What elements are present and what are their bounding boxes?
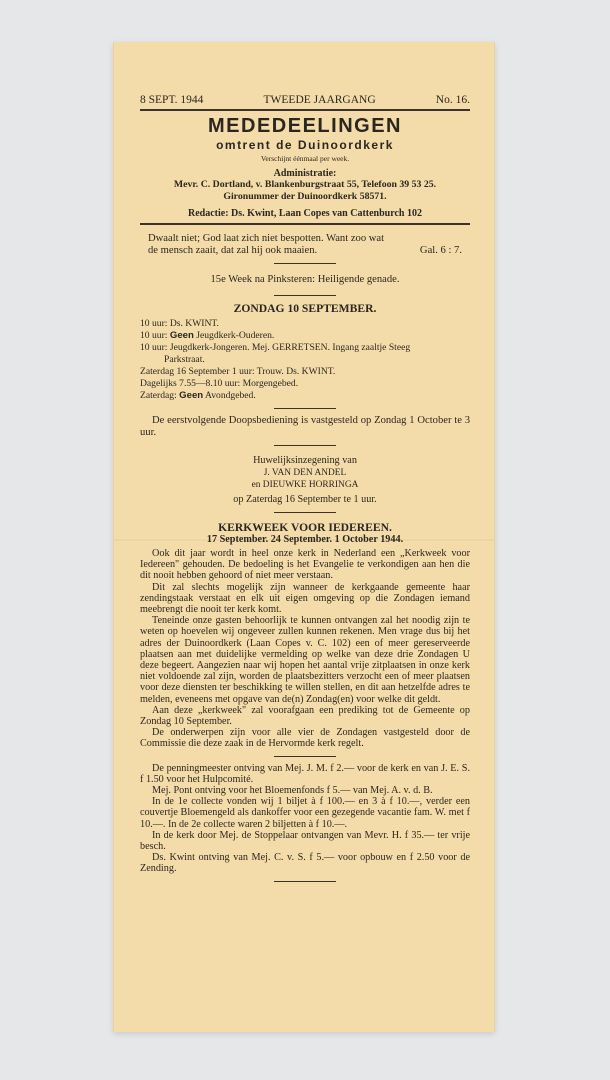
issue-date: 8 SEPT. 1944 [140,94,204,106]
separator [274,408,336,409]
separator [274,512,336,513]
geen-label: Geen [179,390,204,401]
paragraph: In de kerk door Mej. de Stoppelaar ontvangen van Mevr. H. f 35.— ter vrije besch. [140,829,470,853]
verse-line-1: Dwaalt niet; God laat zich niet bespotten. Want zoo wat [148,233,385,244]
week-line: 15e Week na Pinksteren: Heiligende genade. [210,274,400,285]
verse-line-2: de mensch zaait, dat zal hij ook maaien. [148,245,318,256]
frequency-note: Verschijnt éénmaal per week. [260,154,350,163]
bible-verse [140,233,470,257]
kerkweek-dates: 17 September. 24 September. 1 October 1944. [206,534,404,545]
paragraph: Aan deze „kerkweek" zal voorafgaan een prediking tot de Gemeente op Zondag 10 September. [140,704,470,728]
separator [274,263,336,264]
baptism-notice: De eerstvolgende Doopsbediening is vastgesteld op Zondag 1 October te 3 uur. [140,415,470,438]
wedding-intro: Huwelijksinzegening van [253,455,357,466]
header-bottom-rule [140,223,470,225]
paragraph: De penningmeester ontving van Mej. J. M. f 2.— voor de kerk en van J. E. S. f 1.50 voor het Hulpcomité. [140,762,470,785]
schedule-line: 10 uur: Geen Jeugdkerk-Ouderen. [140,330,275,341]
kerkweek-heading: KERKWEEK VOOR IEDEREEN. [218,521,392,534]
paragraph: Dit zal slechts mogelijk zijn wanneer de kerkgaande gemeente haar zendingstaak verstaat en elk uit eigen omgeving op die Zondagen iemand meebrengt die nooit ter kerk komt. [140,581,470,616]
newsletter-content [140,94,470,888]
masthead-line [140,94,470,106]
paragraph: Teneinde onze gasten behoorlijk te kunnen ontvangen zal het noodig zijn te weten op hoevelen wij ongeveer zullen kunnen rekenen. Men vrage dus bij het adres der Duinoordkerk (Laan Copes v. C. 102) een of meer gereserveerde plaatsen aan met duidelijke vermelding op welke van deze drie Zondagen U deze begeert. Aangezien naar wij hopen het aantal vrije zitplaatsen in onze kerk niet voldoende zal zijn, worden de plaatsbezitters verzocht een of meer plaatsen voor deze diensten ter beschikking te willen stellen, en dit aan hetzelfde adres te melden, eveneens met opgave van de(n) Zondag(en) voor welke dit geldt. [140,615,470,705]
wedding-groom: J. VAN DEN ANDEL [263,468,347,478]
separator [274,881,336,882]
schedule-line: Zaterdag 16 September 1 uur: Trouw. Ds. KWINT. [140,366,336,377]
kerkweek-body [140,548,470,750]
page-title: MEDEDEELINGEN [208,115,402,137]
paragraph: Mej. Pont ontving voor het Bloemenfonds f 5.— van Mej. A. v. d. B. [152,785,433,797]
geen-label: Geen [169,330,194,341]
issue-year: TWEEDE JAARGANG [263,94,376,106]
schedule-line: Dagelijks 7.55—8.10 uur: Morgengebed. [140,378,299,389]
issue-number: No. 16. [435,94,470,106]
paragraph: De onderwerpen zijn voor alle vier de Zondagen vastgesteld door de Commissie die deze zaak in de Hervormde kerk regelt. [140,727,470,750]
schedule-line: 10 uur: Jeugdkerk-Jongeren. Mej. GERRETSEN. Ingang zaaltje Steeg [140,342,411,353]
admin-address: Mevr. C. Dortland, v. Blankenburgstraat 55, Telefoon 39 53 25. [173,179,437,190]
admin-label: Administratie: [273,168,337,179]
paragraph: Ook dit jaar wordt in heel onze kerk in Nederland een „Kerkweek voor Iedereen" gehouden. De bedoeling is het Evangelie te verkondigen aan hen die dit nooit hebben gehoord of niet meer verstaan. [140,548,470,582]
schedule-line: Zaterdag: Geen Avondgebed. [140,390,256,401]
verse-reference: Gal. 6 : 7. [419,245,462,256]
redactie-line: Redactie: Ds. Kwint, Laan Copes van Cattenburch 102 [188,208,422,219]
header-rule [140,109,470,111]
schedule-line: Parkstraat. [164,354,205,365]
paragraph: Ds. Kwint ontving van Mej. C. v. S. f 5.— voor opbouw en f 2.50 voor de Zending. [140,852,470,875]
service-schedule [140,318,470,402]
schedule-line: 10 uur: Ds. KWINT. [140,318,219,329]
separator [274,756,336,757]
wedding-time: op Zaterdag 16 September te 1 uur. [233,494,377,505]
finance-body [140,763,470,875]
separator [274,295,336,296]
sunday-heading: ZONDAG 10 SEPTEMBER. [233,302,377,315]
admin-giro: Gironummer der Duinoordkerk 58571. [223,191,387,202]
separator [274,445,336,446]
newsletter-sheet [113,42,495,1032]
paragraph: In de 1e collecte vonden wij 1 biljet à f 100.— en 3 à f 10.—, verder een couvertje Bloemengeld als dankoffer voor een gezegende vacantie fam. W. met f 10.—. In de 2e collecte waren 2 biljetten à f 10.—. [140,796,470,830]
wedding-bride: en DIEUWKE HORRINGA [251,480,359,490]
page-subtitle: omtrent de Duinoordkerk [216,138,394,152]
